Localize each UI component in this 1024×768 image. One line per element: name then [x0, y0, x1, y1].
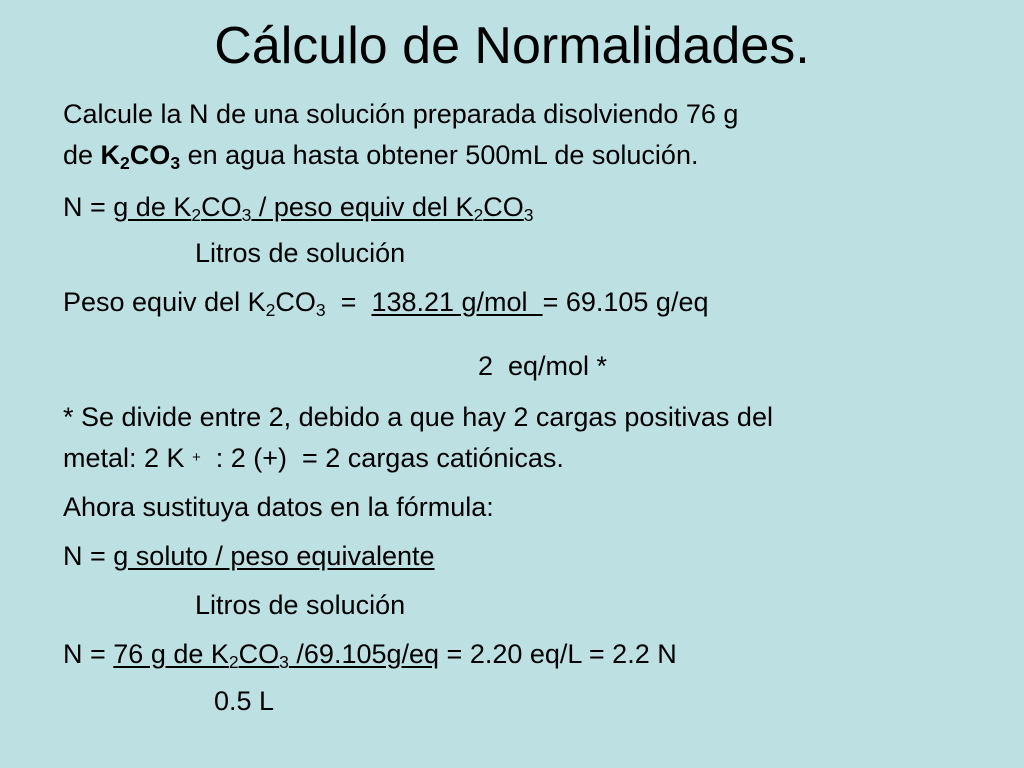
slide-title: Cálculo de Normalidades.	[214, 17, 810, 75]
formula2-numerator: g soluto / peso equivalente	[113, 541, 435, 571]
equiv-denominator: 2 eq/mol *	[478, 351, 608, 381]
note-line-1: * Se divide entre 2, debido a que hay 2 cargas positivas del	[63, 402, 773, 432]
formula1-lhs: N =	[63, 192, 114, 222]
instruction-text: Ahora sustituya datos en la fórmula:	[63, 492, 494, 522]
problem-line-2	[63, 138, 698, 172]
equiv-line	[63, 285, 708, 319]
note-line-2: metal: 2 K + : 2 (+) = 2 cargas catiónicas.	[63, 443, 564, 473]
formula1-numerator: g de $K_2CO_3$ / peso equiv del $K_2CO_3$	[113, 192, 534, 225]
equiv-result: = 69.105 g/eq	[542, 287, 709, 317]
problem-text-2-prefix: de	[63, 140, 101, 170]
formula2-lhs: N =	[63, 541, 114, 571]
positive-charge: +	[192, 449, 201, 466]
problem-line-1	[63, 97, 738, 131]
compound-formula: $K_2CO_3$	[100, 140, 181, 173]
problem-text-1: Calcule la N de una solución preparada disolviendo 76 g	[63, 99, 739, 129]
formula2-line	[63, 539, 435, 573]
result-denominator: 0.5 L	[214, 686, 275, 716]
equiv-label: Peso equiv del $K_2CO_3$	[63, 287, 326, 320]
result-numerator: 76 g de $K_2CO_3$ /69.105g/eq	[113, 639, 440, 672]
result-lhs: N =	[63, 639, 114, 669]
formula1-line	[63, 190, 534, 224]
result-rhs: = 2.20 eq/L = 2.2 N	[439, 639, 677, 669]
result-line	[63, 637, 677, 671]
formula1-denominator: Litros de solución	[195, 238, 406, 268]
equiv-numerator: 138.21 g/mol	[371, 287, 543, 317]
equiv-equals: =	[325, 287, 372, 317]
formula2-denominator: Litros de solución	[195, 590, 406, 620]
problem-text-2-suffix: en agua hasta obtener 500mL de solución.	[180, 140, 699, 170]
